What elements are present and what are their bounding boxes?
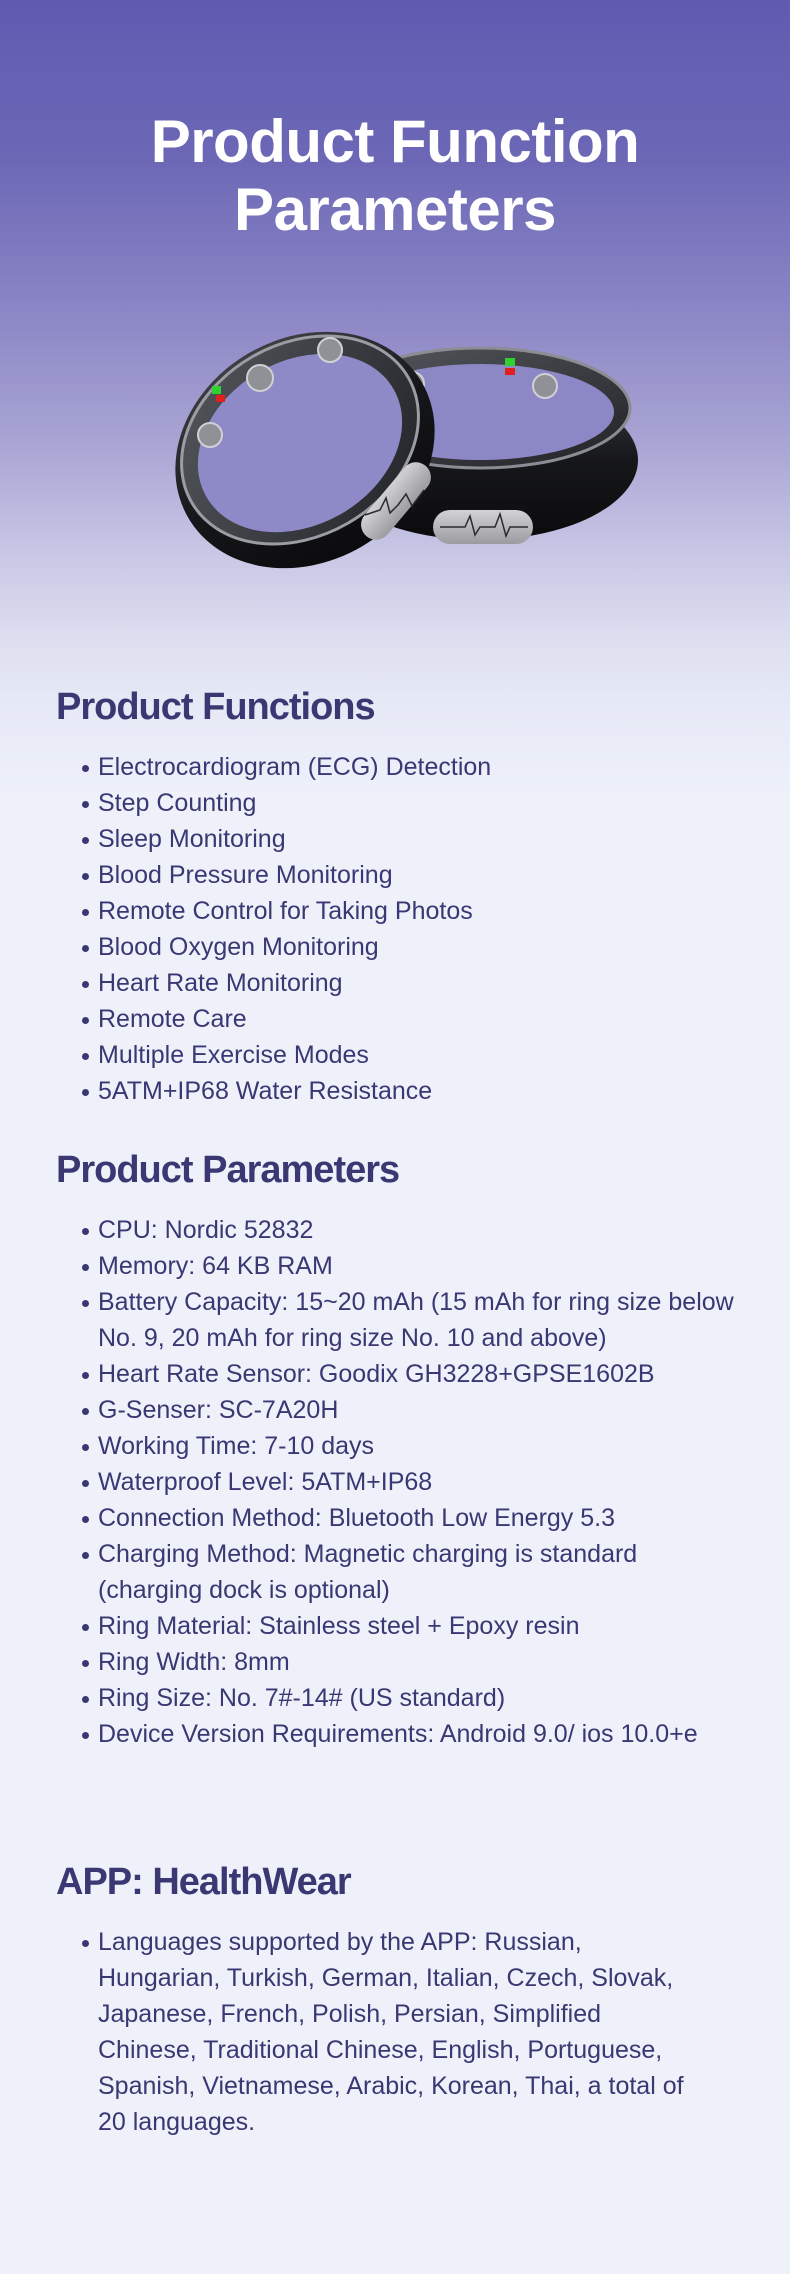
functions-list [56,749,746,1109]
app-section [56,1860,746,2140]
list-item: Ring Width: 8mm [98,1644,746,1680]
left-ring [150,300,478,600]
list-item: Ring Material: Stainless steel + Epoxy resin [98,1608,746,1644]
section-heading: APP: HealthWear [56,1861,351,1903]
list-item: 5ATM+IP68 Water Resistance [98,1073,746,1109]
list-item: Sleep Monitoring [98,821,746,857]
product-functions-section [56,685,746,1109]
list-item: Blood Oxygen Monitoring [98,929,746,965]
list-item: Heart Rate Monitoring [98,965,746,1001]
list-item: Waterproof Level: 5ATM+IP68 [98,1464,746,1500]
list-item: G-Senser: SC-7A20H [98,1392,746,1428]
product-parameters-section [56,1148,746,1752]
list-item: Remote Care [98,1001,746,1037]
section-heading: Product Parameters [56,1149,400,1191]
list-item: Battery Capacity: 15~20 mAh (15 mAh for ring size below No. 9, 20 mAh for ring size No. 10 and above) [98,1284,746,1356]
title-line-1: Product Function [150,108,640,175]
list-item: Memory: 64 KB RAM [98,1248,746,1284]
list-item: Blood Pressure Monitoring [98,857,746,893]
list-item: Device Version Requirements: Android 9.0/ ios 10.0+e [98,1716,746,1752]
list-item: Languages supported by the APP: Russian, Hungarian, Turkish, German, Italian, Czech, Slovak, Japanese, French, Polish, Persian, Simplified Chinese, Traditional Chinese, English, Portuguese, Spanish, Vietnamese, Arabic, Korean, Thai, a total of 20 languages. [98,1924,698,2140]
list-item: Connection Method: Bluetooth Low Energy 5.3 [98,1500,746,1536]
section-heading: Product Functions [56,686,375,728]
list-item: Electrocardiogram (ECG) Detection [98,749,746,785]
list-item: Step Counting [98,785,746,821]
list-item: Working Time: 7-10 days [98,1428,746,1464]
app-list [56,1924,746,2140]
title-line-2: Parameters [234,176,556,243]
list-item: Charging Method: Magnetic charging is standard (charging dock is optional) [98,1536,746,1608]
page-title [0,108,790,244]
list-item: Remote Control for Taking Photos [98,893,746,929]
list-item: Ring Size: No. 7#-14# (US standard) [98,1680,746,1716]
list-item: Multiple Exercise Modes [98,1037,746,1073]
smart-rings-image [150,300,650,600]
parameters-list [56,1212,746,1752]
list-item: Heart Rate Sensor: Goodix GH3228+GPSE1602B [98,1356,746,1392]
list-item: CPU: Nordic 52832 [98,1212,746,1248]
